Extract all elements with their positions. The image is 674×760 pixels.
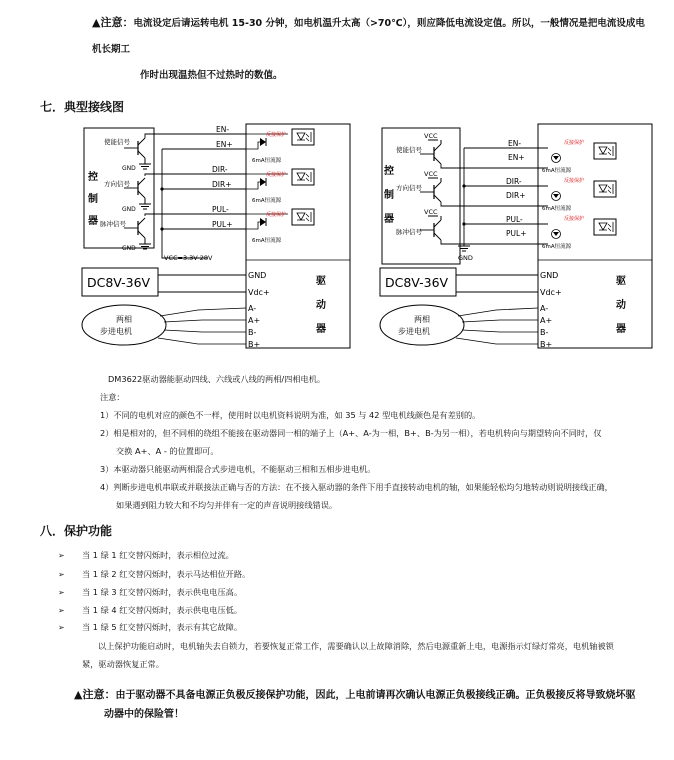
driver-pin-b-minus-right: B- bbox=[540, 328, 549, 337]
note-2a: 2）相是相对的，但不同相的绕组不能接在驱动器同一相的端子上（A+、A-为一相，B+、B-为另一相），若电机转向与期望转向不同时，仅 bbox=[100, 428, 602, 438]
driver-pin-b-minus: B- bbox=[248, 328, 257, 337]
pin-pul-plus: PUL+ bbox=[212, 220, 233, 229]
gnd-label-1: GND bbox=[122, 165, 136, 172]
protect-item-1: 当 1 绿 1 红交替闪烁时，表示相位过流。 bbox=[82, 550, 234, 560]
controller-label-right-2: 制 bbox=[384, 190, 394, 201]
current-source-en-right: 6mA恒流源 bbox=[542, 168, 572, 174]
pin-dir-minus: DIR- bbox=[212, 165, 228, 174]
bottom-warning-line1: 由于驱动器不具备电源正负极反接保护功能，因此，上电前请再次确认电源正负极接线正确。正负极接反将导致烧坏驱 bbox=[115, 690, 636, 701]
pin-en-minus-right: EN- bbox=[508, 139, 522, 148]
note-2b: 交换 A+、A - 的位置即可。 bbox=[116, 446, 219, 456]
power-supply-label: DC8V-36V bbox=[87, 275, 151, 290]
vcc-note: VCC=3.3V-28V bbox=[164, 254, 213, 262]
pin-en-plus-right: EN+ bbox=[508, 153, 525, 162]
pin-pul-plus-right: PUL+ bbox=[506, 229, 527, 238]
protect-item-5: 当 1 绿 5 红交替闪烁时，表示有其它故障。 bbox=[82, 622, 243, 632]
opto-en-right bbox=[542, 139, 616, 174]
bottom-warning-line2: 动器中的保险管！ bbox=[104, 709, 184, 720]
driver-label-2: 动 bbox=[316, 300, 326, 311]
pin-dir-plus-right: DIR+ bbox=[506, 191, 526, 200]
pin-en-minus: EN- bbox=[216, 125, 230, 134]
driver-label-right-3: 器 bbox=[616, 324, 626, 335]
current-source-en: 6mA恒流源 bbox=[252, 158, 282, 164]
list-item bbox=[58, 622, 242, 633]
pin-dir-minus-right: DIR- bbox=[506, 177, 522, 186]
opto-pul-right bbox=[542, 215, 616, 250]
driver-pin-a-minus-right: A- bbox=[540, 304, 549, 313]
controller-label-3: 器 bbox=[88, 216, 98, 227]
controller-label-right-1: 控 bbox=[384, 166, 394, 177]
protect-label-dir-right: 反接保护 bbox=[564, 178, 585, 184]
motor-ellipse bbox=[82, 305, 166, 345]
opto-pul bbox=[246, 209, 314, 244]
arrow-bullet-icon: ➢ bbox=[58, 606, 65, 615]
controller-label-2: 制 bbox=[88, 194, 98, 205]
driver-pin-vdc-right: Vdc+ bbox=[540, 288, 562, 297]
driver-label-1: 驱 bbox=[316, 276, 326, 287]
note-4a: 4）判断步进电机串联或并联接法正确与否的方法：在不接入驱动器的条件下用手直接转动电机的轴，如果能轻松均匀地转动则说明接线正确， bbox=[100, 482, 613, 492]
driver-label-right-1: 驱 bbox=[616, 276, 626, 287]
motor-ellipse-right bbox=[380, 305, 464, 345]
current-source-pul: 6mA恒流源 bbox=[252, 238, 282, 244]
protect-para-2: 紧，驱动器恢复正常。 bbox=[82, 659, 164, 669]
opto-en bbox=[246, 129, 314, 164]
list-item bbox=[58, 550, 234, 561]
driver-pin-gnd-right: GND bbox=[540, 271, 559, 280]
note-4b: 如果遇到阻力较大和不均匀并伴有一定的声音说明接线错误。 bbox=[116, 500, 338, 510]
notes-label: 注意： bbox=[100, 392, 125, 402]
opto-dir bbox=[246, 169, 314, 204]
protect-label-pul-right: 反接保护 bbox=[564, 216, 585, 222]
pin-pul-minus-right: PUL- bbox=[506, 215, 523, 224]
protect-label-pul: 反接保护 bbox=[266, 212, 287, 218]
signal-enable-right: 使能信号 bbox=[396, 146, 422, 154]
pin-pul-minus: PUL- bbox=[212, 205, 229, 214]
protect-para-1: 以上保护功能启动时，电机轴失去自锁力，若要恢复正常工作，需要确认以上故障消除，然后电源重新上电，电源指示灯绿灯常亮，电机轴被锁 bbox=[98, 641, 614, 651]
protect-label-en-right: 反接保护 bbox=[564, 140, 585, 146]
current-source-dir-right: 6mA恒流源 bbox=[542, 206, 572, 212]
gnd-label-right: GND bbox=[458, 254, 473, 262]
motor-label-right-2: 步进电机 bbox=[398, 327, 430, 336]
controller-label-1: 控 bbox=[88, 172, 98, 183]
wiring-diagram-right bbox=[376, 118, 656, 354]
driver-label-3: 器 bbox=[316, 324, 326, 335]
motor-label-2: 步进电机 bbox=[100, 327, 132, 336]
driver-pin-vdc: Vdc+ bbox=[248, 288, 270, 297]
arrow-bullet-icon: ➢ bbox=[58, 623, 65, 632]
gnd-label-3: GND bbox=[122, 245, 136, 252]
wiring-diagram-left bbox=[78, 118, 354, 354]
driver-pin-a-plus-right: A+ bbox=[540, 316, 553, 325]
driver-pin-b-plus: B+ bbox=[248, 340, 261, 349]
opto-dir-right bbox=[542, 177, 616, 212]
notes-intro: DM3622驱动器能驱动四线、六线或八线的两相/四相电机。 bbox=[108, 374, 326, 384]
signal-pulse: 脉冲信号 bbox=[100, 220, 126, 228]
arrow-bullet-icon: ➢ bbox=[58, 588, 65, 597]
gnd-label-2: GND bbox=[122, 206, 136, 213]
power-supply-label-right: DC8V-36V bbox=[385, 275, 449, 290]
arrow-bullet-icon: ➢ bbox=[58, 570, 65, 579]
arrow-bullet-icon: ➢ bbox=[58, 551, 65, 560]
controller-label-right-3: 器 bbox=[384, 214, 394, 225]
driver-pin-gnd: GND bbox=[248, 271, 267, 280]
warning-mark: ▲注意： bbox=[92, 16, 134, 29]
top-note-line2: 作时出现温热但不过热时的数值。 bbox=[140, 70, 283, 81]
protect-label-en: 反接保护 bbox=[266, 132, 287, 138]
top-note bbox=[92, 10, 652, 89]
warning-mark-bottom: ▲注意： bbox=[74, 688, 116, 701]
protect-item-4: 当 1 绿 4 红交替闪烁时，表示供电电压低。 bbox=[82, 605, 243, 615]
note-1: 1）不同的电机对应的颜色不一样，使用时以电机资料说明为准，如 35 与 42 型电机线颜色是有差别的。 bbox=[100, 410, 481, 420]
protect-label-dir: 反接保护 bbox=[266, 172, 287, 178]
driver-pin-a-plus: A+ bbox=[248, 316, 261, 325]
list-item bbox=[58, 587, 242, 598]
motor-label-right-1: 两相 bbox=[414, 315, 430, 324]
current-source-pul-right: 6mA恒流源 bbox=[542, 244, 572, 250]
top-note-line1: 电流设定后请运转电机 15-30 分钟，如电机温升太高（>70℃），则应降低电流设定值。所以，一般情况是把电流设成电机长期工 bbox=[92, 18, 645, 55]
vcc-label-3: VCC bbox=[424, 208, 438, 216]
driver-pin-a-minus: A- bbox=[248, 304, 257, 313]
protect-item-3: 当 1 绿 3 红交替闪烁时，表示供电电压高。 bbox=[82, 587, 243, 597]
bottom-warning bbox=[74, 685, 654, 724]
driver-pin-b-plus-right: B+ bbox=[540, 340, 553, 349]
signal-pulse-right: 脉冲信号 bbox=[396, 228, 422, 236]
current-source-dir: 6mA恒流源 bbox=[252, 198, 282, 204]
pin-dir-plus: DIR+ bbox=[212, 180, 232, 189]
pin-en-plus: EN+ bbox=[216, 140, 233, 149]
signal-enable: 使能信号 bbox=[104, 138, 130, 146]
vcc-label-2: VCC bbox=[424, 170, 438, 178]
list-item bbox=[58, 605, 242, 616]
list-item bbox=[58, 569, 250, 580]
driver-label-right-2: 动 bbox=[616, 300, 626, 311]
controller-box bbox=[84, 128, 154, 248]
protect-item-2: 当 1 绿 2 红交替闪烁时，表示马达相位开路。 bbox=[82, 569, 251, 579]
motor-label-1: 两相 bbox=[116, 315, 132, 324]
signal-direction-right: 方向信号 bbox=[396, 184, 422, 192]
section8-title: 八．保护功能 bbox=[40, 524, 113, 538]
signal-direction: 方向信号 bbox=[104, 180, 130, 188]
vcc-label-1: VCC bbox=[424, 132, 438, 140]
section7-title: 七．典型接线图 bbox=[40, 100, 125, 114]
note-3: 3）本驱动器只能驱动两相混合式步进电机，不能驱动三相和五相步进电机。 bbox=[100, 464, 376, 474]
